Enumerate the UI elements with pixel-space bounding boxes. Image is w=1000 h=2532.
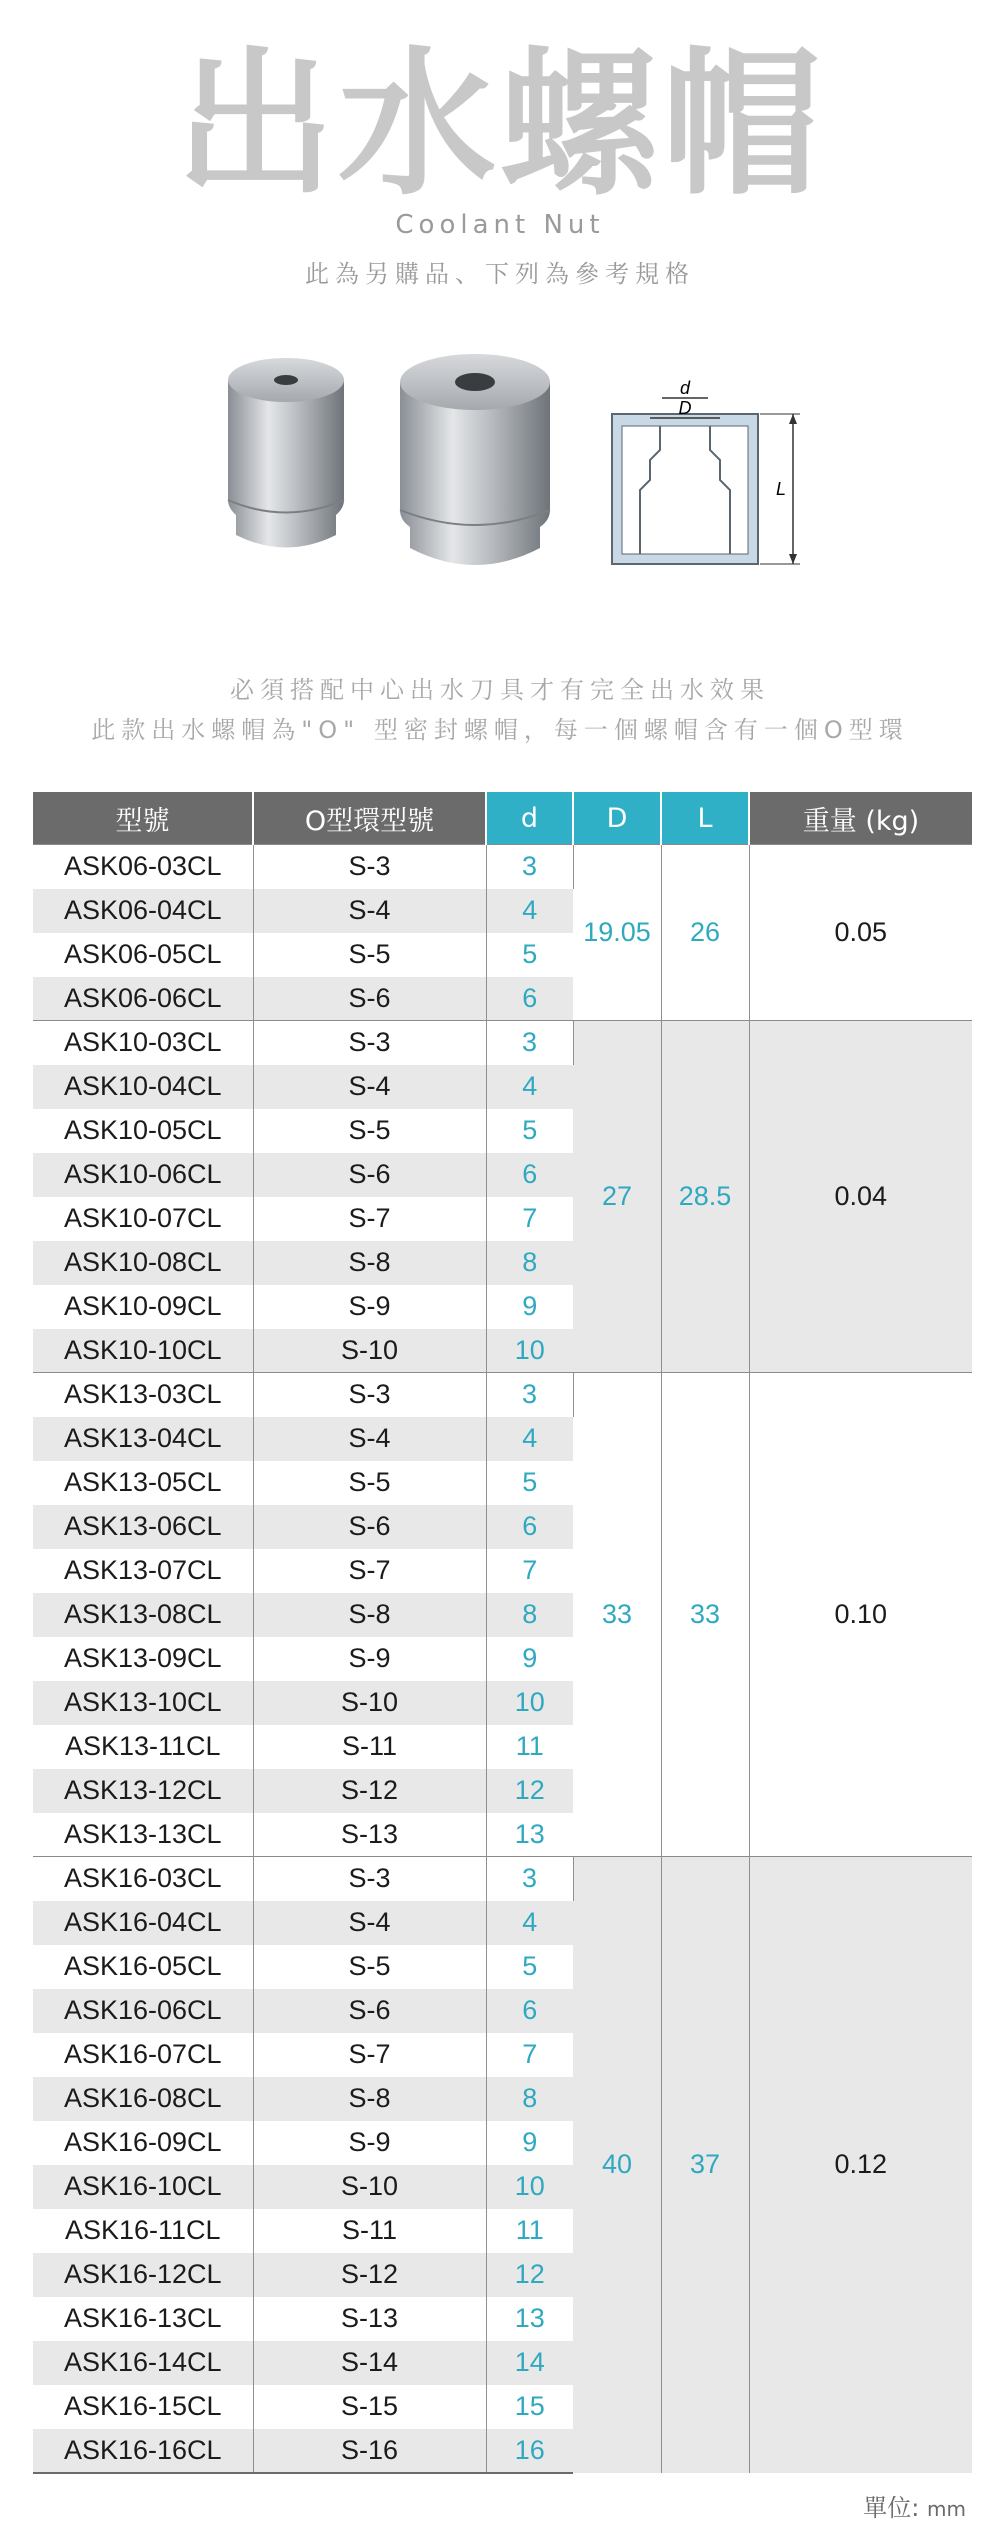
- oring-cell: S-5: [253, 1945, 486, 1989]
- d-cell: 13: [514, 2303, 545, 2333]
- d-cell: 3: [486, 845, 573, 889]
- d-cell: 3: [486, 1021, 573, 1065]
- oring-cell: S-4: [253, 889, 486, 933]
- d-cell: 7: [522, 2039, 538, 2069]
- d-cell: 6: [486, 1989, 573, 2033]
- model-cell: ASK16-10CL: [33, 2165, 253, 2209]
- d-cell: 7: [522, 1555, 538, 1585]
- d-cell: 9: [522, 1643, 538, 1673]
- description-line-1: 必須搭配中心出水刀具才有完全出水效果: [230, 676, 770, 704]
- model-cell: ASK13-10CL: [33, 1681, 253, 1725]
- d-cell: 5: [522, 939, 538, 969]
- oring-cell: S-13: [253, 2297, 486, 2341]
- model-cell: ASK13-09CL: [33, 1637, 253, 1681]
- model-cell: ASK16-07CL: [33, 2033, 253, 2077]
- d-cell: 16: [486, 2429, 573, 2473]
- header-L: L: [661, 792, 749, 845]
- d-cell: 5: [522, 1467, 538, 1497]
- weight-cell: 0.10: [749, 1373, 972, 1857]
- table-row: [33, 845, 972, 889]
- page-title: 出水螺帽: [176, 33, 824, 217]
- d-cell: 5: [522, 1115, 538, 1145]
- oring-cell: S-9: [253, 1637, 486, 1681]
- purchase-note: 此為另購品、下列為參考規格: [305, 260, 695, 288]
- d-cell: 8: [486, 2077, 573, 2121]
- weight-cell: 0.05: [749, 845, 972, 1021]
- model-cell: ASK16-05CL: [33, 1945, 253, 1989]
- diagram-label-D: D: [678, 398, 692, 418]
- L-cell: 33: [661, 1373, 749, 1857]
- description-line-2: 此款出水螺帽為"O" 型密封螺帽，每一個螺帽含有一個O型環: [91, 716, 909, 744]
- product-images: [0, 330, 1000, 630]
- large-nut-image: [400, 354, 550, 565]
- oring-cell: S-7: [253, 1549, 486, 1593]
- model-cell: ASK10-10CL: [33, 1329, 253, 1373]
- oring-cell: S-3: [253, 1021, 486, 1065]
- oring-cell: S-14: [253, 2341, 486, 2385]
- table-body: [33, 845, 972, 2473]
- oring-cell: S-4: [253, 1065, 486, 1109]
- d-cell: 9: [522, 2127, 538, 2157]
- model-cell: ASK16-11CL: [33, 2209, 253, 2253]
- header-D: D: [573, 792, 661, 845]
- weight-cell: 0.04: [749, 1021, 972, 1373]
- d-cell: 11: [515, 1731, 544, 1761]
- product-illustration: [0, 330, 1000, 630]
- oring-cell: S-6: [253, 1505, 486, 1549]
- model-cell: ASK16-08CL: [33, 2077, 253, 2121]
- d-cell: 4: [486, 1901, 573, 1945]
- model-cell: ASK16-09CL: [33, 2121, 253, 2165]
- model-cell: ASK16-12CL: [33, 2253, 253, 2297]
- oring-cell: S-11: [253, 1725, 486, 1769]
- table-header-row: [33, 792, 972, 845]
- L-cell: 37: [661, 1857, 749, 2473]
- table-row: [33, 1373, 972, 1417]
- d-cell: 10: [486, 2165, 573, 2209]
- header-weight: 重量 (kg): [749, 792, 972, 845]
- dimension-diagram: [612, 378, 800, 564]
- oring-cell: S-9: [253, 1285, 486, 1329]
- oring-cell: S-10: [253, 1681, 486, 1725]
- d-cell: 8: [486, 1241, 573, 1285]
- model-cell: ASK10-07CL: [33, 1197, 253, 1241]
- d-cell: 4: [486, 1417, 573, 1461]
- model-cell: ASK10-04CL: [33, 1065, 253, 1109]
- model-cell: ASK10-05CL: [33, 1109, 253, 1153]
- model-cell: ASK16-15CL: [33, 2385, 253, 2429]
- model-cell: ASK13-06CL: [33, 1505, 253, 1549]
- spec-table: [33, 792, 972, 2474]
- L-cell: 28.5: [661, 1021, 749, 1373]
- D-cell: 33: [573, 1373, 661, 1857]
- model-cell: ASK13-03CL: [33, 1373, 253, 1417]
- oring-cell: S-9: [253, 2121, 486, 2165]
- d-cell: 4: [486, 889, 573, 933]
- diagram-label-L: L: [775, 479, 786, 499]
- d-cell: 7: [522, 1203, 538, 1233]
- oring-cell: S-5: [253, 1109, 486, 1153]
- oring-cell: S-12: [253, 1769, 486, 1813]
- diagram-label-d: d: [679, 378, 691, 398]
- model-cell: ASK13-13CL: [33, 1813, 253, 1857]
- oring-cell: S-6: [253, 977, 486, 1021]
- d-cell: 9: [522, 1291, 538, 1321]
- oring-cell: S-3: [253, 1373, 486, 1417]
- d-cell: 13: [514, 1818, 545, 1849]
- model-cell: ASK06-03CL: [33, 845, 253, 889]
- model-cell: ASK16-16CL: [33, 2429, 253, 2473]
- unit-label: [863, 2488, 966, 2523]
- model-cell: ASK16-13CL: [33, 2297, 253, 2341]
- model-cell: ASK13-11CL: [33, 1725, 253, 1769]
- header-model: 型號: [33, 792, 253, 845]
- table-row: [33, 1021, 972, 1065]
- d-cell: 6: [486, 977, 573, 1021]
- oring-cell: S-8: [253, 1593, 486, 1637]
- oring-cell: S-8: [253, 2077, 486, 2121]
- oring-cell: S-5: [253, 1461, 486, 1505]
- oring-cell: S-13: [253, 1813, 486, 1857]
- oring-cell: S-8: [253, 1241, 486, 1285]
- model-cell: ASK10-06CL: [33, 1153, 253, 1197]
- oring-cell: S-7: [253, 1197, 486, 1241]
- oring-cell: S-11: [253, 2209, 486, 2253]
- D-cell: 40: [573, 1857, 661, 2473]
- model-cell: ASK16-03CL: [33, 1857, 253, 1901]
- model-cell: ASK16-06CL: [33, 1989, 253, 2033]
- model-cell: ASK06-06CL: [33, 977, 253, 1021]
- d-cell: 6: [486, 1505, 573, 1549]
- oring-cell: S-6: [253, 1989, 486, 2033]
- unit-value: mm: [927, 2497, 966, 2521]
- oring-cell: S-4: [253, 1417, 486, 1461]
- model-cell: ASK13-05CL: [33, 1461, 253, 1505]
- subtitle-english: Coolant Nut: [395, 210, 605, 240]
- oring-cell: S-3: [253, 845, 486, 889]
- L-cell: 26: [661, 845, 749, 1021]
- model-cell: ASK10-08CL: [33, 1241, 253, 1285]
- model-cell: ASK06-05CL: [33, 933, 253, 977]
- D-cell: 27: [573, 1021, 661, 1373]
- oring-cell: S-5: [253, 933, 486, 977]
- model-cell: ASK13-08CL: [33, 1593, 253, 1637]
- d-cell: 10: [486, 1329, 573, 1373]
- d-cell: 15: [514, 2391, 545, 2421]
- table-row: [33, 1857, 972, 1901]
- oring-cell: S-12: [253, 2253, 486, 2297]
- unit-text: 單位:: [863, 2494, 920, 2522]
- small-nut-image: [228, 358, 344, 548]
- oring-cell: S-4: [253, 1901, 486, 1945]
- model-cell: ASK10-09CL: [33, 1285, 253, 1329]
- header-oring: O型環型號: [253, 792, 486, 845]
- d-cell: 6: [486, 1153, 573, 1197]
- oring-cell: S-15: [253, 2385, 486, 2429]
- oring-cell: S-6: [253, 1153, 486, 1197]
- model-cell: ASK13-12CL: [33, 1769, 253, 1813]
- model-cell: ASK16-04CL: [33, 1901, 253, 1945]
- d-cell: 8: [486, 1593, 573, 1637]
- oring-cell: S-10: [253, 2165, 486, 2209]
- d-cell: 12: [486, 2253, 573, 2297]
- d-cell: 5: [522, 1951, 538, 1981]
- oring-cell: S-3: [253, 1857, 486, 1901]
- model-cell: ASK06-04CL: [33, 889, 253, 933]
- d-cell: 14: [486, 2341, 573, 2385]
- model-cell: ASK16-14CL: [33, 2341, 253, 2385]
- D-cell: 19.05: [573, 845, 661, 1021]
- d-cell: 12: [486, 1769, 573, 1813]
- model-cell: ASK13-07CL: [33, 1549, 253, 1593]
- model-cell: ASK13-04CL: [33, 1417, 253, 1461]
- d-cell: 3: [486, 1857, 573, 1901]
- weight-cell: 0.12: [749, 1857, 972, 2473]
- d-cell: 3: [486, 1373, 573, 1417]
- d-cell: 4: [486, 1065, 573, 1109]
- d-cell: 10: [486, 1681, 573, 1725]
- oring-cell: S-10: [253, 1329, 486, 1373]
- model-cell: ASK10-03CL: [33, 1021, 253, 1065]
- oring-cell: S-16: [253, 2429, 486, 2473]
- header-d: d: [486, 792, 573, 845]
- oring-cell: S-7: [253, 2033, 486, 2077]
- d-cell: 11: [515, 2215, 544, 2245]
